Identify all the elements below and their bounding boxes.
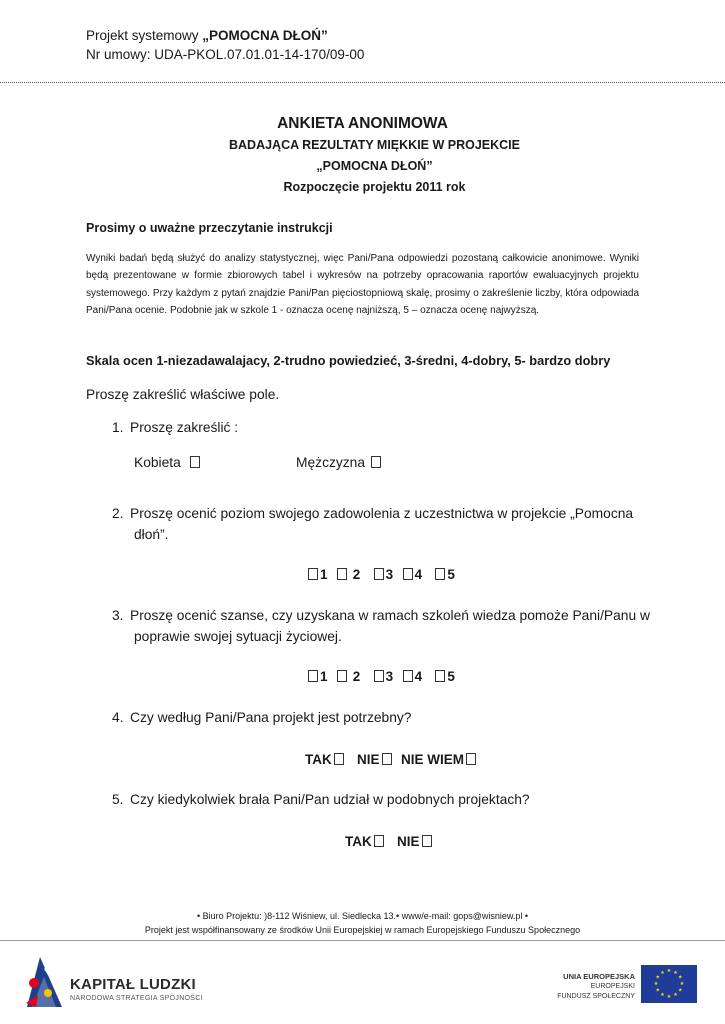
checkbox[interactable]	[435, 568, 445, 580]
checkbox[interactable]	[308, 568, 318, 580]
rating-option[interactable]: 1	[320, 669, 328, 684]
checkbox[interactable]	[334, 753, 344, 765]
svg-text:★: ★	[677, 987, 683, 994]
svg-text:★: ★	[673, 992, 678, 999]
eu-fund-line1: EUROPEJSKI	[590, 983, 635, 990]
request-text: Proszę zakreślić właściwe pole.	[86, 387, 280, 402]
survey-subtitle: BADAJĄCA REZULTATY MIĘKKIE W PROJEKCIE	[229, 138, 520, 152]
checkbox[interactable]	[435, 670, 445, 682]
checkbox[interactable]	[337, 568, 347, 580]
checkbox[interactable]	[308, 670, 318, 682]
option-label: Mężczyzna	[296, 455, 366, 470]
footer-cofinancing: Projekt jest współfinansowany ze środków Unii Europejskiej w ramach Europejskiego Funduszu Społecznego	[144, 925, 581, 935]
rating-option[interactable]: 3	[385, 567, 394, 582]
question-text: Proszę ocenić szanse, czy uzyskana w ramach szkoleń wiedza pomoże Pani/Panu w	[130, 608, 650, 623]
question-text: Czy według Pani/Pana projekt jest potrzebny?	[130, 710, 412, 725]
rating-option[interactable]: 4	[414, 669, 423, 684]
svg-text:★: ★	[679, 981, 685, 987]
kapital-ludzki-title: KAPITAŁ LUDZKI	[70, 976, 196, 993]
instructions-heading: Prosimy o uważne przeczytanie instrukcji	[86, 221, 333, 235]
svg-text:★: ★	[666, 994, 672, 1000]
instructions-body: Wyniki badań będą służyć do analizy statystycznej, więc Pani/Pana odpowiedzi pozostaną całkowicie anonimowe. Wyniki będą prezentowane w formie zbiorowych tabel i wykresów na potrzeby opracowania raportów ewaluacyjnych projektu systemowego. Przy każdym z pytań znajdzie Pani/Pan pięciostopniową skalę, prosimy o zakreślenie liczby, która odpowiada Pani/Pana ocenie. Podobnie jak w szkole 1 - oznacza ocenę najniższą, 5 – oznacza ocenę najwyższą.	[86, 253, 639, 316]
option-label: Kobieta	[134, 455, 181, 470]
rating-option[interactable]: 4	[414, 567, 423, 582]
question-text: Proszę ocenić poziom swojego zadowolenia z uczestnictwa w projekcie „Pomocna	[130, 506, 634, 521]
question-text: Proszę zakreślić :	[130, 420, 239, 435]
answer-options-q5	[345, 834, 434, 849]
question-number: 3.	[112, 608, 124, 623]
option-label[interactable]: NIE	[397, 834, 420, 849]
rating-option[interactable]: 5	[447, 567, 455, 582]
footer-divider	[0, 940, 725, 941]
question-4	[112, 710, 411, 725]
question-3	[112, 608, 650, 623]
header-divider	[0, 82, 725, 83]
kapital-ludzki-subtitle: NARODOWA STRATEGIA SPÓJNOŚCI	[70, 995, 203, 1002]
question-number: 4.	[112, 710, 124, 725]
question-number: 5.	[112, 792, 124, 807]
option-label[interactable]: TAK	[345, 834, 372, 849]
rating-scale: Skala ocen 1-niezadawalajacy, 2-trudno powiedzieć, 3-średni, 4-dobry, 5- bardzo dobry	[86, 353, 611, 368]
svg-text:★: ★	[666, 968, 672, 974]
question-text: Czy kiedykolwiek brała Pani/Pan udział w podobnych projektach?	[130, 792, 530, 807]
checkbox[interactable]	[422, 835, 432, 847]
rating-option[interactable]: 3	[385, 669, 394, 684]
question-1	[112, 420, 238, 435]
checkbox[interactable]	[371, 456, 381, 468]
question-number: 1.	[112, 420, 124, 435]
project-prefix: Projekt systemowy	[86, 28, 203, 43]
question-number: 2.	[112, 506, 124, 521]
question-5	[112, 792, 530, 807]
option-mezczyzna[interactable]	[296, 455, 383, 470]
svg-text:★: ★	[660, 992, 665, 999]
checkbox[interactable]	[374, 568, 384, 580]
eu-fund-line2: FUNDUSZ SPOŁECZNY	[557, 993, 635, 1000]
checkbox[interactable]	[374, 670, 384, 682]
checkbox[interactable]	[190, 456, 200, 468]
svg-text:★: ★	[655, 974, 661, 981]
survey-title: ANKIETA ANONIMOWA	[277, 115, 448, 132]
svg-text:★: ★	[677, 974, 683, 981]
rating-options-q2	[306, 567, 455, 582]
option-label[interactable]: NIE	[357, 752, 380, 767]
svg-text:★: ★	[673, 969, 678, 976]
checkbox[interactable]	[403, 670, 413, 682]
checkbox[interactable]	[337, 670, 347, 682]
checkbox[interactable]	[466, 753, 476, 765]
survey-project-name: „POMOCNA DŁOŃ”	[316, 159, 433, 173]
project-header	[86, 28, 328, 43]
contract-number: Nr umowy: UDA-PKOL.07.01.01-14-170/09-00	[86, 47, 365, 62]
project-name: „POMOCNA DŁOŃ”	[202, 28, 328, 43]
survey-project-start: Rozpoczęcie projektu 2011 rok	[283, 180, 466, 194]
rating-option[interactable]: 5	[447, 669, 455, 684]
answer-options-q4	[305, 752, 478, 767]
option-label[interactable]: NIE WIEM	[401, 752, 465, 767]
footer-office-info: • Biuro Projektu: )8-112 Wiśniew, ul. Siedlecka 13.• www/e-mail: gops@wisniew.pl •	[196, 911, 529, 921]
rating-option[interactable]: 2	[352, 567, 361, 582]
option-kobieta[interactable]	[134, 455, 202, 470]
rating-options-q3	[306, 669, 455, 684]
svg-text:★: ★	[655, 987, 661, 994]
eu-name: UNIA EUROPEJSKA	[563, 972, 635, 981]
checkbox[interactable]	[382, 753, 392, 765]
svg-text:★: ★	[660, 969, 665, 976]
question-2	[112, 506, 633, 521]
rating-option[interactable]: 1	[320, 567, 328, 582]
eu-flag-icon	[641, 965, 697, 1003]
option-label[interactable]: TAK	[305, 752, 332, 767]
checkbox[interactable]	[374, 835, 384, 847]
svg-text:★: ★	[653, 981, 659, 987]
question-3-continued: poprawie swojej sytuacji życiowej.	[134, 629, 342, 644]
rating-option[interactable]: 2	[352, 669, 361, 684]
checkbox[interactable]	[403, 568, 413, 580]
question-2-continued: dłoń”.	[134, 527, 169, 542]
